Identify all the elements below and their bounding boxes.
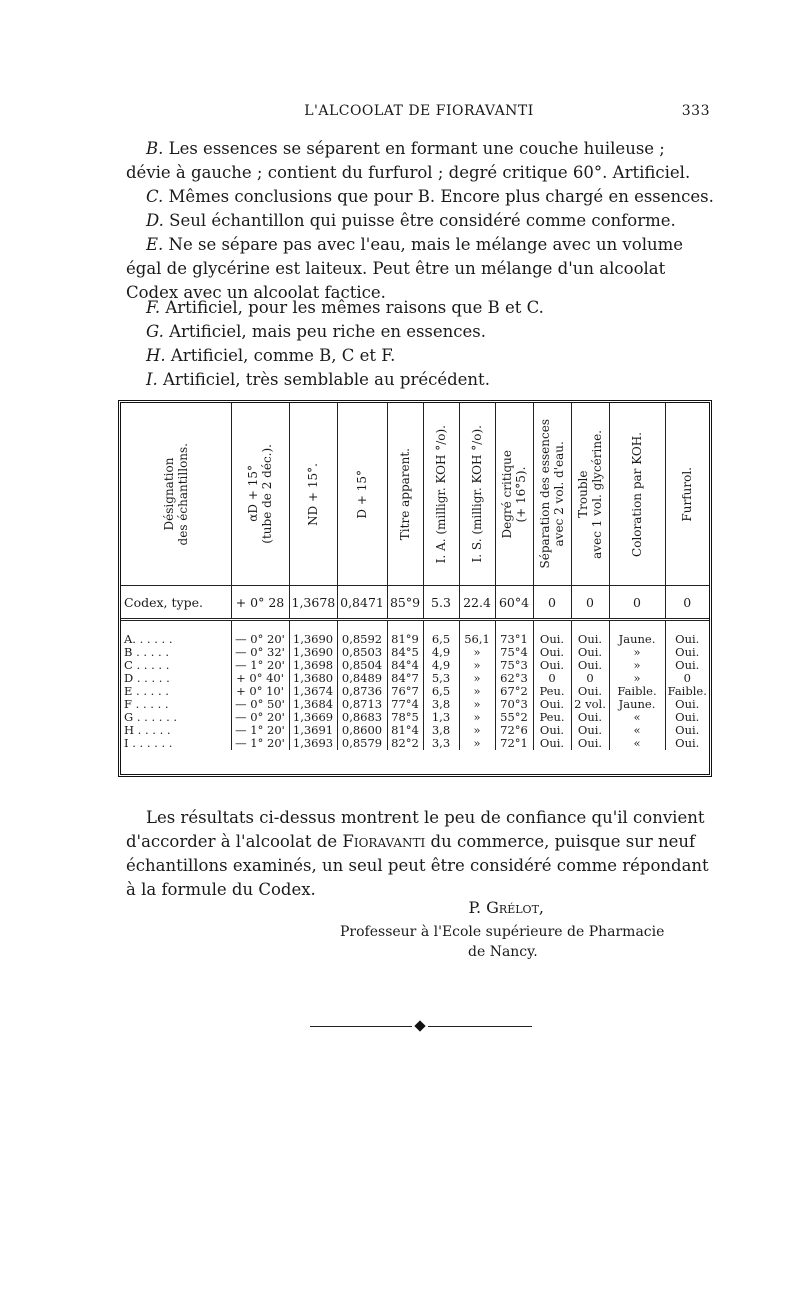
table-cell: 67°2 [495,685,533,698]
table-cell: 81°4 [387,724,423,737]
table-cell: » [459,685,495,698]
table-cell: Oui. [571,646,609,659]
paragraph-text: Artificiel, comme B, C et F. [165,346,396,365]
table-cell: 0,8504 [337,659,387,672]
table-cell: 6,5 [423,685,459,698]
column-header: Séparation des essences avec 2 vol. d'eau. [533,403,571,586]
table-cell: 0 [533,586,571,620]
table-cell: 0,8683 [337,711,387,724]
table-cell: Oui. [533,659,571,672]
table-cell: Codex, type. [121,586,231,620]
table-cell: 22.4 [459,586,495,620]
table-cell: 70°3 [495,698,533,711]
author-name-inline: Fioravanti [342,832,426,851]
table-cell: G . . . . . . [121,711,231,724]
sample-letter: I. [146,370,158,389]
sample-letter: H. [146,346,166,365]
table-cell: Oui. [571,633,609,646]
paragraph-text: Artificiel, mais peu riche en essences. [163,322,487,341]
table-cell: 75°4 [495,646,533,659]
sample-letter: E. [146,235,164,254]
table-cell: + 0° 10' [231,685,289,698]
column-header: αD + 15° (tube de 2 déc.). [231,403,289,586]
table-cell: — 1° 20' [231,659,289,672]
ornament-divider [310,1022,542,1032]
table-cell: 84°5 [387,646,423,659]
table-cell: » [609,646,665,659]
table-row [121,685,709,698]
table-cell: H . . . . . [121,724,231,737]
table-cell: + 0° 28 [231,586,289,620]
table-header-row [121,403,709,586]
table-cell: 0 [533,672,571,685]
column-header: I. S. (milligr. KOH °/o). [459,403,495,586]
table-cell: 82°2 [387,737,423,750]
table-cell: Faible. [667,685,707,698]
table-cell: Oui. [571,737,609,750]
table-cell: 73°1 [495,633,533,646]
table-cell: 55°2 [495,711,533,724]
table-cell: I . . . . . . [121,737,231,750]
table-cell: » [459,672,495,685]
table-cell: Oui. [675,633,700,646]
signature-city: de Nancy. [468,944,538,960]
table-cell: 0 [609,586,665,620]
table-cell: » [609,672,665,685]
table-cell: Oui. [533,698,571,711]
table-cell: 4,9 [423,646,459,659]
table-cell: — 0° 50' [231,698,289,711]
table-cell: 2 vol. [571,698,609,711]
table-cell: 81°9 [387,633,423,646]
table-cell: 0,8471 [337,586,387,620]
table-cell: 72°1 [495,737,533,750]
paragraph-text: Artificiel, très semblable au précédent. [157,370,490,389]
paragraph-h [126,344,714,368]
column-header: I. A. (milligr. KOH °/o). [423,403,459,586]
paragraph-e [126,233,714,305]
table-row [121,633,709,646]
table-cell: F . . . . . [121,698,231,711]
column-header: Furfurol. [665,403,709,586]
paragraph-f [126,296,714,320]
table-cell: + 0° 40' [231,672,289,685]
table-cell: 84°7 [387,672,423,685]
table-cell: » [459,659,495,672]
paragraph-text: Mêmes conclusions que pour B. Encore plus chargé en essences. [163,187,714,206]
table-cell: 56,1 [459,633,495,646]
table-cell: B . . . . . [121,646,231,659]
table-cell: » [459,737,495,750]
table-cell: « [609,724,665,737]
table-row [121,672,709,685]
table-cell: 5,3 [423,672,459,685]
table-cell: « [609,737,665,750]
table-cell: Oui. [533,724,571,737]
sample-letter: D. [146,211,164,230]
table-cell: 84°4 [387,659,423,672]
table-cell: Oui. [533,646,571,659]
table-row [121,646,709,659]
paragraph-b [126,137,714,185]
table-cell: 3,8 [423,698,459,711]
table-cell: 4,9 [423,659,459,672]
table-row [121,724,709,737]
codex-row [121,586,709,620]
divider-line [310,1026,412,1027]
running-head [128,103,710,123]
results-table [118,400,712,777]
table-cell: 0,8713 [337,698,387,711]
table-cell: » [459,724,495,737]
table-cell: 76°7 [387,685,423,698]
table-cell: » [459,711,495,724]
column-header: ND + 15°. [289,403,337,586]
table-row [121,698,709,711]
table-cell: 0,8489 [337,672,387,685]
table-cell: 1,3691 [289,724,337,737]
table-cell: 77°4 [387,698,423,711]
table-cell: — 0° 20' [231,633,289,646]
table-cell: 0,8600 [337,724,387,737]
table-cell: 0,8503 [337,646,387,659]
table-cell: 1,3678 [289,586,337,620]
table-cell: Oui. [571,685,609,698]
table-cell: — 0° 32' [231,646,289,659]
table-cell: Oui. [675,659,700,672]
table-cell: 6,5 [423,633,459,646]
table-cell: 85°9 [387,586,423,620]
table-cell: Oui. [571,711,609,724]
paragraph-i [126,368,714,392]
table-cell: — 0° 20' [231,711,289,724]
table-cell: » [459,698,495,711]
page-number: 333 [681,103,710,119]
table-cell: A. . . . . . [121,633,231,646]
table-row [121,711,709,724]
conclusion-text-end: du commerce, puisque sur neuf échantillons examinés, un seul peut être considéré comme répondant à la formule du Codex. [126,832,709,899]
column-header: D + 15° [337,403,387,586]
table-cell: 1,3690 [289,633,337,646]
table-cell: Oui. [571,659,609,672]
table-cell: Oui. [675,724,700,737]
table-cell: Faible. [609,685,665,698]
paragraph-text: Les essences se séparent en formant une couche huileuse ; dévie à gauche ; contient du furfurol ; degré critique 60°. Artificiel. [126,139,691,182]
table-cell: Oui. [675,737,700,750]
table-cell: Peu. [533,711,571,724]
table-cell: Jaune. [609,698,665,711]
table-cell: 0,8736 [337,685,387,698]
conclusion-paragraph [126,806,714,902]
diamond-ornament [414,1020,425,1031]
table-cell: « [609,711,665,724]
column-header: Désignation des échantillons. [121,403,231,586]
column-header: Titre apparent. [387,403,423,586]
table-cell: 78°5 [387,711,423,724]
table-body [121,586,709,751]
table-cell: 0,8579 [337,737,387,750]
spacer-row [121,620,709,634]
paragraph-g [126,320,714,344]
sample-letter: F. [146,298,161,317]
column-header: Coloration par KOH. [609,403,665,586]
table-cell: 0 [683,672,691,685]
table-row [121,659,709,672]
table-cell: 75°3 [495,659,533,672]
paragraph-text: Artificiel, pour les mêmes raisons que B et C. [160,298,544,317]
column-header: Degré critique (+ 16°5). [495,403,533,586]
table-cell: — 1° 20' [231,737,289,750]
table-cell: 1,3684 [289,698,337,711]
table-cell: Peu. [533,685,571,698]
table-cell: Oui. [675,646,700,659]
paragraph-d [126,209,714,233]
table-cell: » [609,659,665,672]
table-cell: 3,3 [423,737,459,750]
table-cell: — 1° 20' [231,724,289,737]
signature-author: P. Grélot, [468,898,544,917]
table-cell: Oui. [533,737,571,750]
table-cell: Oui. [533,633,571,646]
table-cell: 72°6 [495,724,533,737]
table-cell: 1,3669 [289,711,337,724]
signature-title: Professeur à l'Ecole supérieure de Pharmacie [340,924,665,940]
running-title: L'ALCOOLAT DE FIORAVANTI [304,103,534,119]
table-cell: D . . . . . [121,672,231,685]
divider-line [428,1026,532,1027]
table-cell: 0 [571,586,609,620]
table-cell: 3,8 [423,724,459,737]
paragraph-c [126,185,714,209]
sample-letter: C. [146,187,164,206]
table-cell: 1,3674 [289,685,337,698]
table-cell: E . . . . . [121,685,231,698]
table-cell: 0,8592 [337,633,387,646]
table-cell: 0 [665,586,709,620]
paragraph-text: Ne se sépare pas avec l'eau, mais le mélange avec un volume égal de glycérine est laiteux. Peut être un mélange d'un alcoolat Codex avec un alcoolat factice. [126,235,684,302]
table-cell: 0 [571,672,609,685]
table-cell: C . . . . . [121,659,231,672]
table-cell: 60°4 [495,586,533,620]
table-cell: 1,3698 [289,659,337,672]
paragraph-text: Seul échantillon qui puisse être considéré comme conforme. [163,211,676,230]
table-cell: Jaune. [609,633,665,646]
conclusion-text: Les résultats ci-dessus montrent le peu de confiance qu'il convient d'accorder à l'alcoolat de [126,808,705,851]
table-cell: Oui. [675,698,700,711]
table-cell: Oui. [675,711,700,724]
table-cell: Oui. [571,724,609,737]
table-cell: 1,3693 [289,737,337,750]
table-cell: 1,3690 [289,646,337,659]
sample-letter: B. [146,139,164,158]
table-cell: 1,3 [423,711,459,724]
table-cell: » [459,646,495,659]
table-row [121,737,709,750]
table-cell: 1,3680 [289,672,337,685]
column-header: Trouble avec 1 vol. glycérine. [571,403,609,586]
table-cell: 62°3 [495,672,533,685]
table-cell: 5.3 [423,586,459,620]
sample-letter: G. [146,322,164,341]
